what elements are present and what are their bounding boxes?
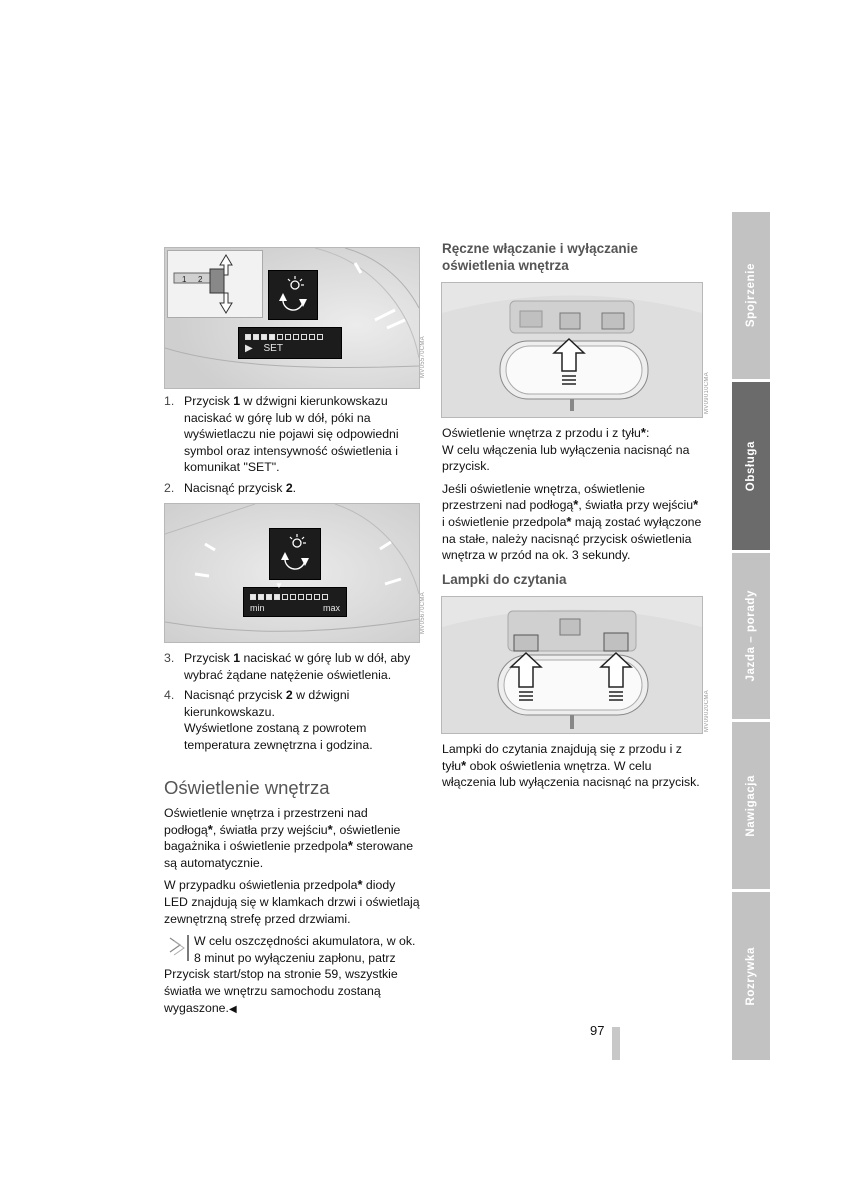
paragraph-led: W przypadku oświetlenia przedpola* diody LED znajdują się w klamkach drzwi i oświetlają zewnętrzną strefę przed drzwiami. xyxy=(164,877,420,926)
display-set-label: SET xyxy=(263,343,283,354)
steps-list-a xyxy=(164,393,420,501)
paragraph-front-rear-light: Oświetlenie wnętrza z przodu i z tyłu*: W celu włączenia lub wyłączenia nacisnąć na przycisk. xyxy=(442,425,690,474)
svg-text:2: 2 xyxy=(198,275,203,284)
figure-interior-light-button xyxy=(441,282,703,418)
note-paragraph: W celu oszczędności akumulatora, w ok. 8 minut po wyłączeniu zapłonu, patrz Przycisk start/stop na stronie 59, wszystkie światła we wnętrzu samochodu zostaną wygaszone.◀ xyxy=(164,934,416,1015)
step-2: 2. Nacisnąć przycisk 2. xyxy=(164,480,297,495)
paragraph-reading-lights: Lampki do czytania znajdują się z przodu i z tyłu* obok oświetlenia wnętrza. W celu włączenia lub wyłączenia nacisnąć na przycisk. xyxy=(442,742,700,790)
body-text-right-2 xyxy=(442,741,704,797)
display-max-label: max xyxy=(322,603,340,613)
figure-code-3: MV09010CMA xyxy=(704,372,710,415)
note-icon xyxy=(164,933,192,963)
paragraph-permanent-off: Jeśli oświetlenie wnętrza, oświetlenie przestrzeni nad podłogą*, światła przy wejściu* i oświetlenie przedpola* mają zostać wyłączone na stałe, należy nacisnąć przycisk oświetlenia wnętrza w przód na ok. 3 sekundy. xyxy=(442,481,702,563)
end-mark-icon: ◀ xyxy=(228,1003,237,1015)
tab-obsluga[interactable]: Obsługa xyxy=(732,382,770,550)
display-symbol-box xyxy=(268,270,318,320)
figure-display-set xyxy=(164,247,420,389)
stalk-inset xyxy=(167,250,263,318)
step-3: 3. Przycisk 1 naciskać w górę lub w dół, aby wybrać żądane natężenie oświetlenia. xyxy=(164,651,411,682)
step-4: 4. Nacisnąć przycisk 2 w dźwigni kierunkowskazu. Wyświetlone zostaną z powrotem temperatura zewnętrzna i godzina. xyxy=(164,688,373,752)
interior-light-dim-icon xyxy=(269,271,317,319)
step-1: 1. Przycisk 1 w dźwigni kierunkowskazu naciskać w górę lub w dół, póki na wyświetlaczu nie pojawi się odpowiedni symbol oraz intensywność oświetlenia i komunikat "SET". xyxy=(164,394,399,475)
level-marker-icon: ▼ xyxy=(275,581,283,590)
display-level-bar xyxy=(238,327,342,359)
page-number: 97 xyxy=(590,1023,605,1038)
heading-reading-lights: Lampki do czytania xyxy=(442,572,567,587)
display-symbol-box-2 xyxy=(269,528,321,580)
body-text-right-1 xyxy=(442,425,704,570)
figure-code-2: MV05670CMA xyxy=(420,592,426,635)
tab-spojrzenie[interactable]: Spojrzenie xyxy=(732,212,770,379)
turn-signal-stalk-icon xyxy=(168,251,262,317)
figure-display-min-max xyxy=(164,503,420,643)
display-level-bar-2 xyxy=(243,587,347,617)
level-cells xyxy=(245,332,335,340)
figure-reading-light-buttons xyxy=(441,596,703,734)
figure-code-4: MV09020CMA xyxy=(704,690,710,733)
tab-nawigacja[interactable]: Nawigacja xyxy=(732,722,770,889)
display-min-label: min xyxy=(250,603,265,613)
paragraph-auto-lights: Oświetlenie wnętrza i przestrzeni nad podłogą*, światła przy wejściu*, oświetlenie bagażnika i oświetlenie przedpola* sterowane są automatycznie. xyxy=(164,806,414,870)
section-title: Oświetlenie wnętrza xyxy=(164,777,330,798)
interior-light-dim-icon xyxy=(270,529,320,579)
level-cells-2 xyxy=(250,592,340,600)
body-text-left xyxy=(164,805,422,1018)
svg-text:1: 1 xyxy=(182,275,187,284)
steps-list-b xyxy=(164,650,420,758)
tab-rozrywka[interactable]: Rozrywka xyxy=(732,892,770,1060)
play-arrow-icon: ▶ xyxy=(245,343,253,354)
rearview-mirror-illustration-2 xyxy=(442,597,702,733)
rearview-mirror-illustration xyxy=(442,283,702,417)
figure-code: MV05570CMA xyxy=(420,336,426,379)
page-number-bar xyxy=(612,1027,620,1060)
heading-manual-switching: Ręczne włączanie i wyłączanie oświetlenia wnętrza xyxy=(442,241,638,273)
tab-jazda-porady[interactable]: Jazda – porady xyxy=(732,553,770,719)
